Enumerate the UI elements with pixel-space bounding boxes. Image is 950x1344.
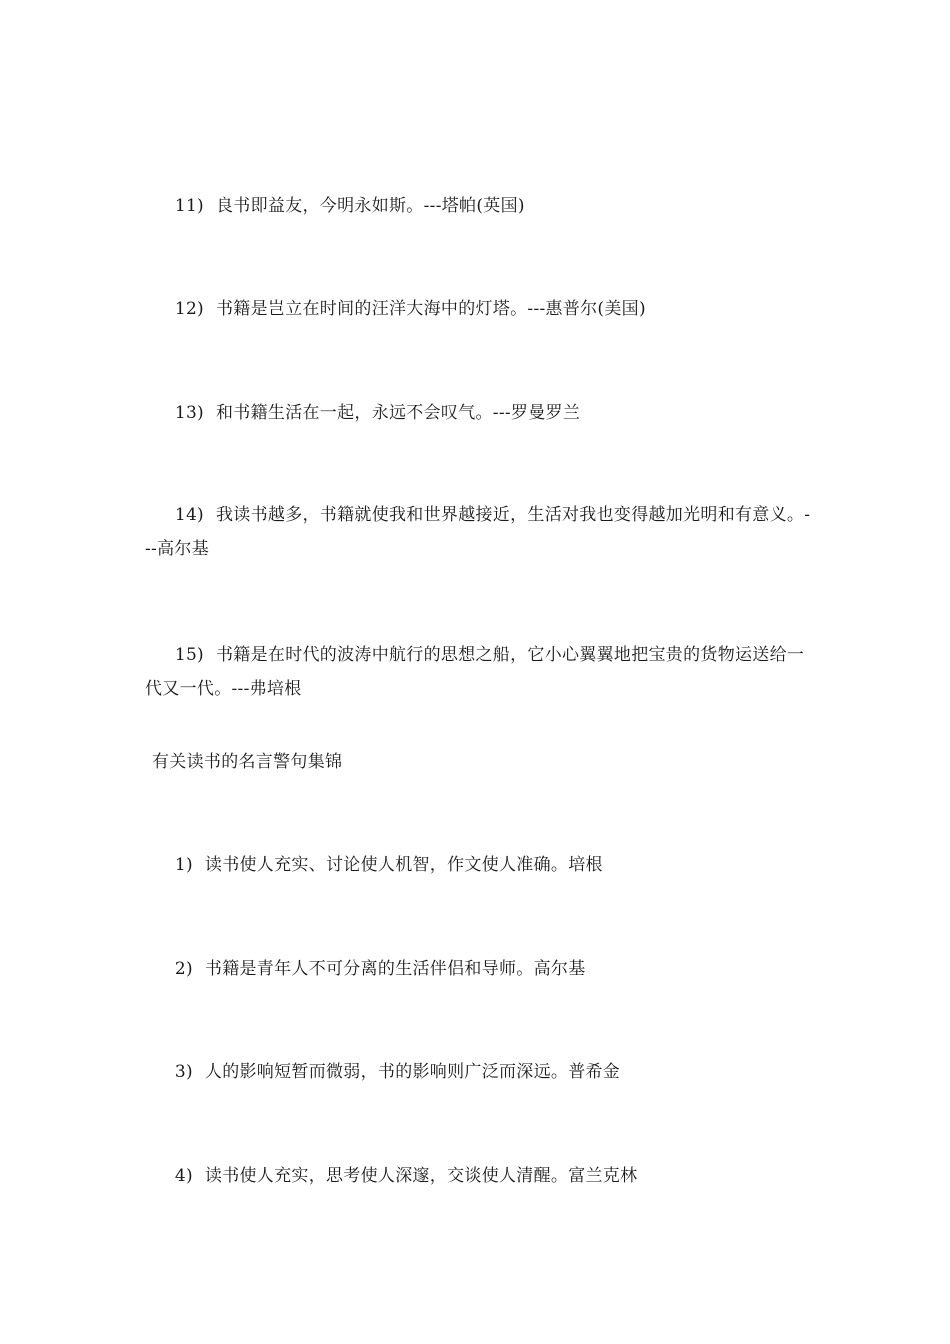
quote-text: 书籍是岂立在时间的汪洋大海中的灯塔。---惠普尔(美国) [216,299,646,319]
quote-number: 13) [174,403,204,423]
quote-text: 书籍是在时代的波涛中航行的思想之船，它小心翼翼地把宝贵的货物运送给一代又一代。---弗培根 [145,645,805,699]
quote-text: 书籍是青年人不可分离的生活伴侣和导师。高尔基 [204,959,586,979]
quote-3 [145,1021,815,1123]
quote-number: 11) [174,196,204,216]
quote-1 [145,814,815,916]
quote-text: 人的影响短暂而微弱，书的影响则广泛而深远。普希金 [204,1062,621,1082]
section-heading: 有关读书的名言警句集锦 [152,752,343,772]
quote-number: 1) [174,855,193,875]
quote-13 [145,362,815,464]
quote-number: 15) [174,645,204,665]
quote-number: 2) [174,959,193,979]
quote-2 [145,918,815,1020]
quote-number: 3) [174,1062,193,1082]
quote-4 [145,1125,815,1227]
quote-text: 和书籍生活在一起，永远不会叹气。---罗曼罗兰 [216,403,581,423]
quote-text: 读书使人充实、讨论使人机智，作文使人准确。培根 [204,855,603,875]
quote-number: 12) [174,299,204,319]
quote-number: 4) [174,1166,193,1186]
quote-14 [145,464,815,600]
quote-11 [145,155,815,257]
quote-number: 14) [174,505,204,525]
quote-12 [145,258,815,360]
quote-15 [145,604,815,740]
quote-text: 我读书越多，书籍就使我和世界越接近，生活对我也变得越加光明和有意义。---高尔基 [145,505,811,559]
quote-text: 良书即益友，今明永如斯。---塔帕(英国) [216,196,525,216]
quote-text: 读书使人充实，思考使人深邃，交谈使人清醒。富兰克林 [204,1166,638,1186]
